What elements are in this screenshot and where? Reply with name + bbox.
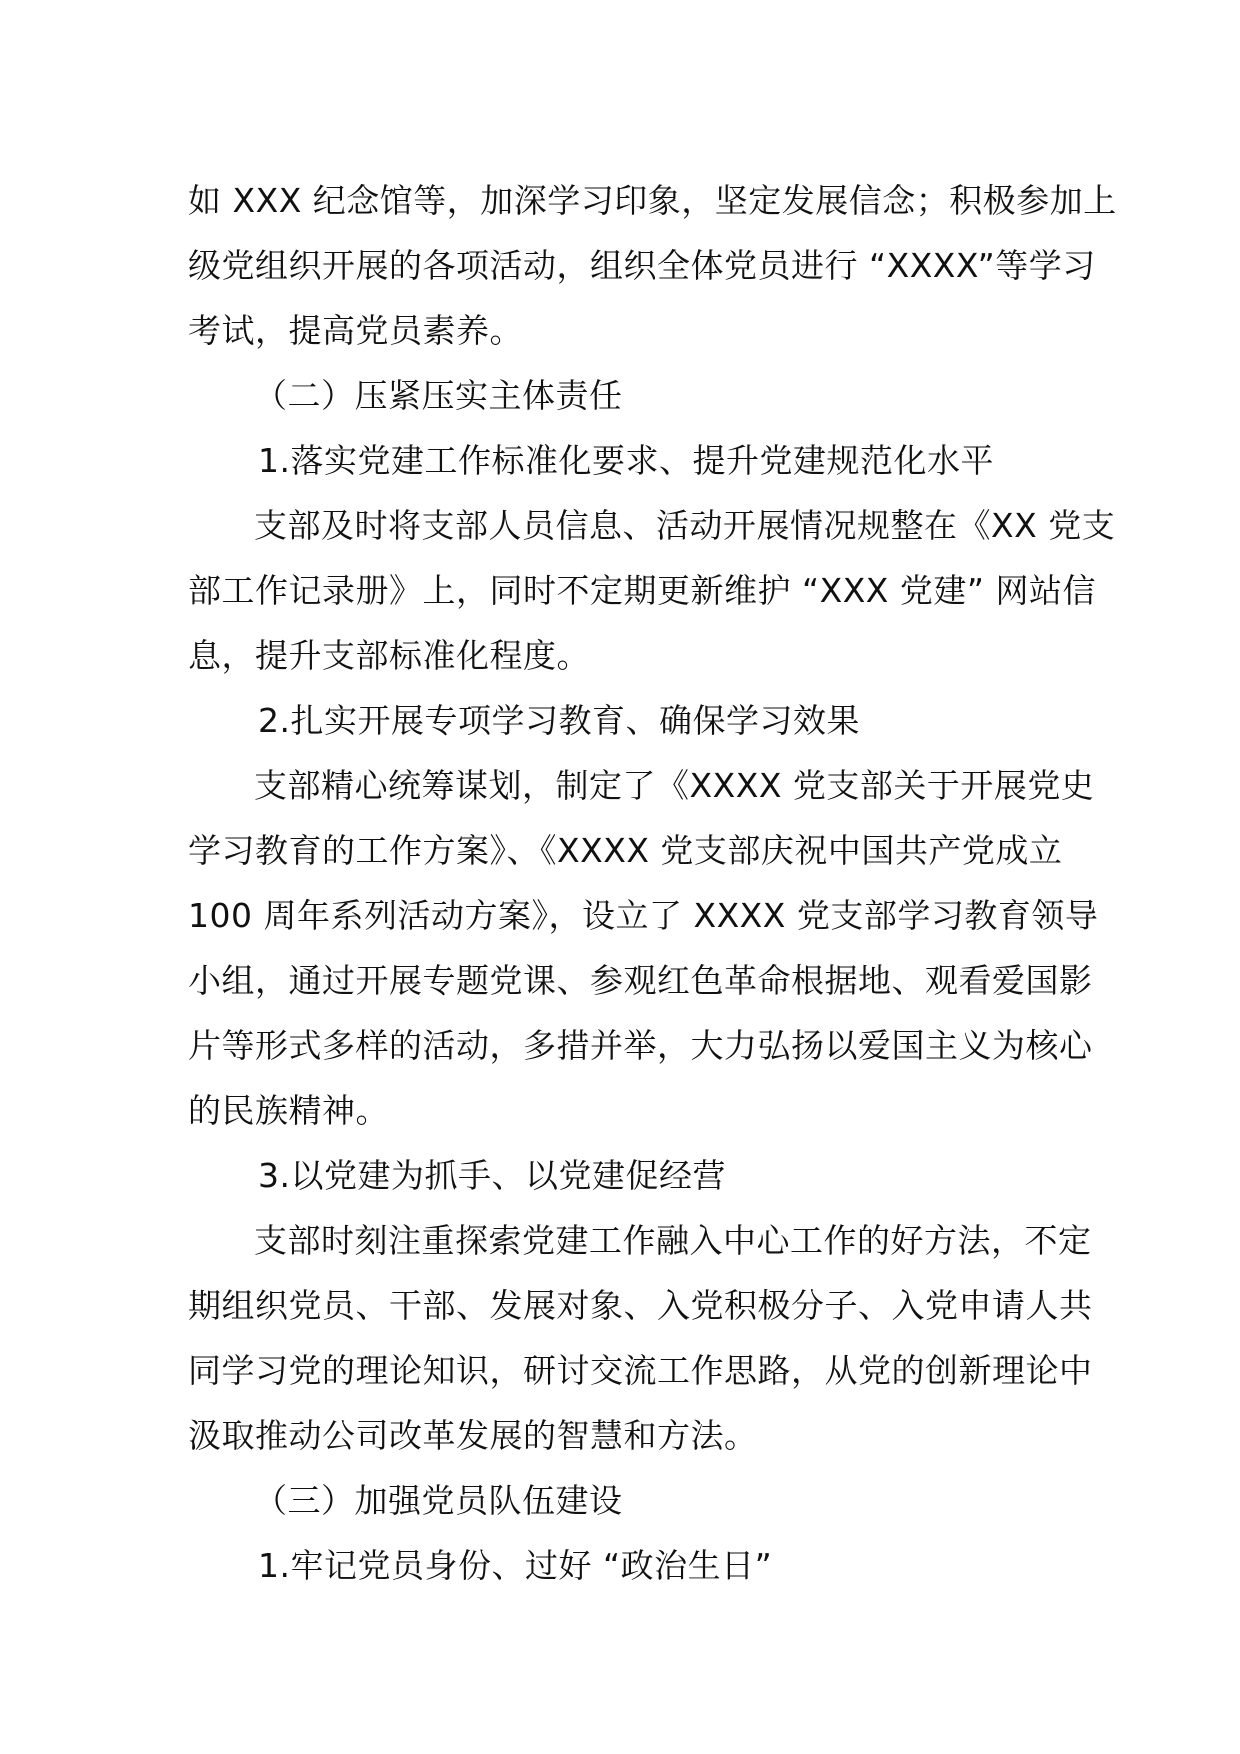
numbered-subheading: 3.以党建为抓手、以党建促经营 xyxy=(258,1156,726,1195)
paragraph-first-line: 支部精心统筹谋划，制定了《XXXX 党支部关于开展党史 xyxy=(254,766,1095,805)
body-line: 同学习党的理论知识，研讨交流工作思路，从党的创新理论中 xyxy=(188,1351,1093,1390)
paragraph-first-line: 支部及时将支部人员信息、活动开展情况规整在《XX 党支 xyxy=(254,506,1116,545)
body-line: 汲取推动公司改革发展的智慧和方法。 xyxy=(188,1416,758,1455)
body-line: 级党组织开展的各项活动，组织全体党员进行 “XXXX”等学习 xyxy=(188,246,1096,285)
body-line: 学习教育的工作方案》、《XXXX 党支部庆祝中国共产党成立 xyxy=(188,831,1063,870)
body-line: 期组织党员、干部、发展对象、入党积极分子、入党申请人共 xyxy=(188,1286,1093,1325)
section-heading: （三）加强党员队伍建设 xyxy=(254,1481,623,1520)
numbered-subheading: 2.扎实开展专项学习教育、确保学习效果 xyxy=(258,701,860,740)
body-line: 的民族精神。 xyxy=(188,1091,389,1130)
document-body xyxy=(188,168,1117,1598)
paragraph-first-line: 支部时刻注重探索党建工作融入中心工作的好方法，不定 xyxy=(254,1221,1092,1260)
body-line: 考试，提高党员素养。 xyxy=(188,311,523,350)
body-line: 小组，通过开展专题党课、参观红色革命根据地、观看爱国影 xyxy=(188,961,1093,1000)
body-line: 如 XXX 纪念馆等，加深学习印象，坚定发展信念；积极参加上 xyxy=(188,181,1117,220)
numbered-subheading: 1.落实党建工作标准化要求、提升党建规范化水平 xyxy=(258,441,994,480)
numbered-subheading: 1.牢记党员身份、过好 “政治生日” xyxy=(258,1546,773,1585)
body-line: 部工作记录册》上，同时不定期更新维护 “XXX 党建” 网站信 xyxy=(188,571,1096,610)
section-heading: （二）压紧压实主体责任 xyxy=(254,376,623,415)
body-line: 100 周年系列活动方案》，设立了 XXXX 党支部学习教育领导 xyxy=(188,896,1099,935)
body-line: 息，提升支部标准化程度。 xyxy=(188,636,590,675)
body-line: 片等形式多样的活动，多措并举，大力弘扬以爱国主义为核心 xyxy=(188,1026,1093,1065)
